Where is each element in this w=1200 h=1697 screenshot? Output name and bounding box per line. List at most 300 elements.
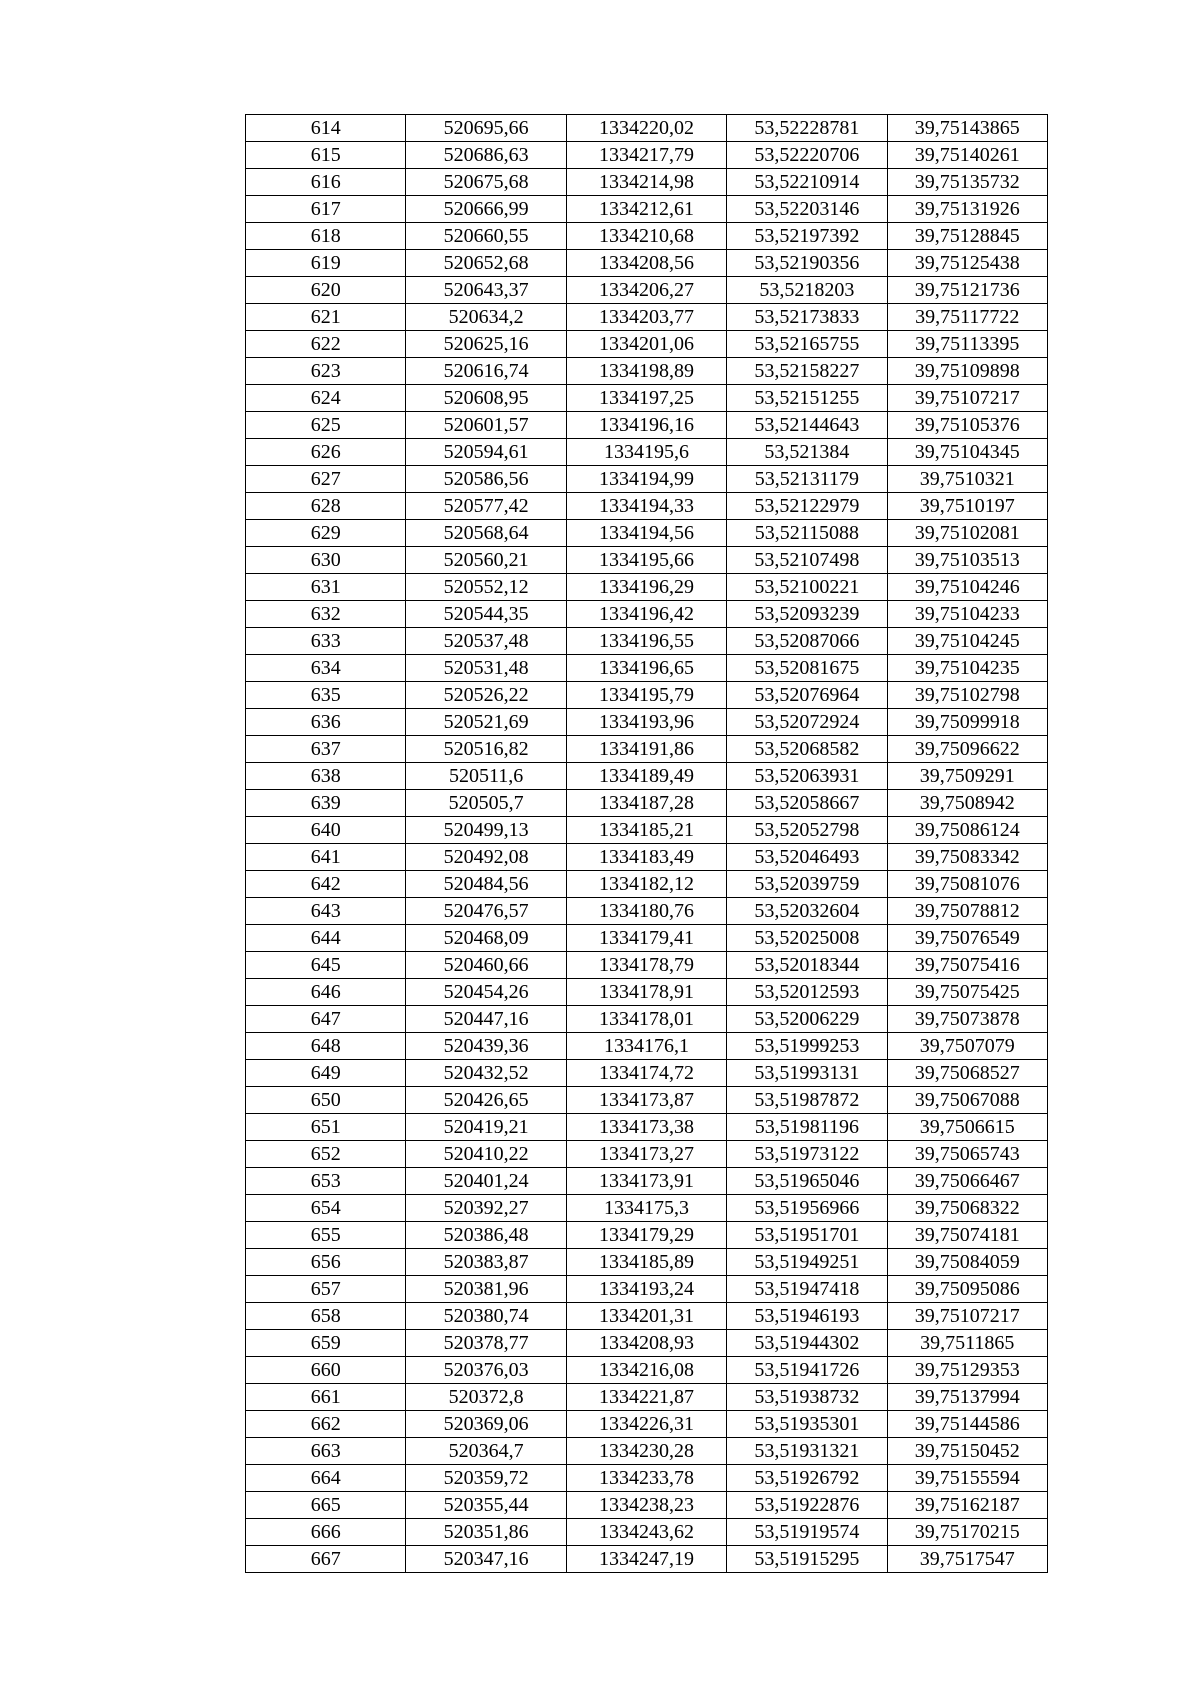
table-row [246, 1546, 1048, 1573]
x-coordinate-cell: 520695,66 [406, 115, 566, 142]
latitude-cell: 53,52151255 [727, 385, 887, 412]
longitude-cell: 39,75102798 [887, 682, 1047, 709]
point-number-cell: 621 [246, 304, 406, 331]
y-coordinate-cell: 1334195,79 [566, 682, 726, 709]
longitude-cell: 39,75083342 [887, 844, 1047, 871]
x-coordinate-cell: 520625,16 [406, 331, 566, 358]
x-coordinate-cell: 520355,44 [406, 1492, 566, 1519]
point-number-cell: 646 [246, 979, 406, 1006]
longitude-cell: 39,75086124 [887, 817, 1047, 844]
latitude-cell: 53,51951701 [727, 1222, 887, 1249]
latitude-cell: 53,51944302 [727, 1330, 887, 1357]
y-coordinate-cell: 1334196,29 [566, 574, 726, 601]
longitude-cell: 39,75121736 [887, 277, 1047, 304]
x-coordinate-cell: 520447,16 [406, 1006, 566, 1033]
table-row [246, 1087, 1048, 1114]
x-coordinate-cell: 520577,42 [406, 493, 566, 520]
latitude-cell: 53,51935301 [727, 1411, 887, 1438]
latitude-cell: 53,52100221 [727, 574, 887, 601]
table-row [246, 223, 1048, 250]
x-coordinate-cell: 520660,55 [406, 223, 566, 250]
x-coordinate-cell: 520552,12 [406, 574, 566, 601]
y-coordinate-cell: 1334178,79 [566, 952, 726, 979]
point-number-cell: 653 [246, 1168, 406, 1195]
table-row [246, 952, 1048, 979]
latitude-cell: 53,5218203 [727, 277, 887, 304]
point-number-cell: 644 [246, 925, 406, 952]
y-coordinate-cell: 1334178,91 [566, 979, 726, 1006]
x-coordinate-cell: 520460,66 [406, 952, 566, 979]
latitude-cell: 53,52203146 [727, 196, 887, 223]
point-number-cell: 645 [246, 952, 406, 979]
table-row [246, 1168, 1048, 1195]
table-row [246, 574, 1048, 601]
longitude-cell: 39,75099918 [887, 709, 1047, 736]
point-number-cell: 666 [246, 1519, 406, 1546]
point-number-cell: 660 [246, 1357, 406, 1384]
y-coordinate-cell: 1334217,79 [566, 142, 726, 169]
point-number-cell: 628 [246, 493, 406, 520]
x-coordinate-cell: 520608,95 [406, 385, 566, 412]
table-row [246, 115, 1048, 142]
latitude-cell: 53,51993131 [727, 1060, 887, 1087]
point-number-cell: 659 [246, 1330, 406, 1357]
point-number-cell: 641 [246, 844, 406, 871]
x-coordinate-cell: 520386,48 [406, 1222, 566, 1249]
y-coordinate-cell: 1334208,56 [566, 250, 726, 277]
x-coordinate-cell: 520369,06 [406, 1411, 566, 1438]
point-number-cell: 625 [246, 412, 406, 439]
table-row [246, 1438, 1048, 1465]
longitude-cell: 39,7507079 [887, 1033, 1047, 1060]
point-number-cell: 636 [246, 709, 406, 736]
point-number-cell: 654 [246, 1195, 406, 1222]
latitude-cell: 53,51922876 [727, 1492, 887, 1519]
y-coordinate-cell: 1334230,28 [566, 1438, 726, 1465]
table-row [246, 1249, 1048, 1276]
x-coordinate-cell: 520594,61 [406, 439, 566, 466]
table-row [246, 1033, 1048, 1060]
latitude-cell: 53,51946193 [727, 1303, 887, 1330]
latitude-cell: 53,51949251 [727, 1249, 887, 1276]
longitude-cell: 39,75102081 [887, 520, 1047, 547]
point-number-cell: 648 [246, 1033, 406, 1060]
latitude-cell: 53,52210914 [727, 169, 887, 196]
table-row [246, 1303, 1048, 1330]
y-coordinate-cell: 1334196,16 [566, 412, 726, 439]
point-number-cell: 651 [246, 1114, 406, 1141]
point-number-cell: 657 [246, 1276, 406, 1303]
y-coordinate-cell: 1334182,12 [566, 871, 726, 898]
x-coordinate-cell: 520526,22 [406, 682, 566, 709]
latitude-cell: 53,52122979 [727, 493, 887, 520]
longitude-cell: 39,75140261 [887, 142, 1047, 169]
y-coordinate-cell: 1334243,62 [566, 1519, 726, 1546]
table-row [246, 655, 1048, 682]
y-coordinate-cell: 1334191,86 [566, 736, 726, 763]
x-coordinate-cell: 520643,37 [406, 277, 566, 304]
longitude-cell: 39,75065743 [887, 1141, 1047, 1168]
point-number-cell: 665 [246, 1492, 406, 1519]
point-number-cell: 624 [246, 385, 406, 412]
x-coordinate-cell: 520372,8 [406, 1384, 566, 1411]
longitude-cell: 39,75103513 [887, 547, 1047, 574]
latitude-cell: 53,52165755 [727, 331, 887, 358]
x-coordinate-cell: 520544,35 [406, 601, 566, 628]
table-row [246, 547, 1048, 574]
point-number-cell: 650 [246, 1087, 406, 1114]
longitude-cell: 39,75074181 [887, 1222, 1047, 1249]
longitude-cell: 39,7506615 [887, 1114, 1047, 1141]
longitude-cell: 39,75104245 [887, 628, 1047, 655]
y-coordinate-cell: 1334185,89 [566, 1249, 726, 1276]
point-number-cell: 634 [246, 655, 406, 682]
longitude-cell: 39,75084059 [887, 1249, 1047, 1276]
y-coordinate-cell: 1334212,61 [566, 196, 726, 223]
x-coordinate-cell: 520381,96 [406, 1276, 566, 1303]
latitude-cell: 53,52032604 [727, 898, 887, 925]
table-row [246, 331, 1048, 358]
point-number-cell: 656 [246, 1249, 406, 1276]
table-row [246, 871, 1048, 898]
y-coordinate-cell: 1334180,76 [566, 898, 726, 925]
x-coordinate-cell: 520359,72 [406, 1465, 566, 1492]
y-coordinate-cell: 1334183,49 [566, 844, 726, 871]
latitude-cell: 53,52012593 [727, 979, 887, 1006]
point-number-cell: 649 [246, 1060, 406, 1087]
longitude-cell: 39,75143865 [887, 115, 1047, 142]
table-row [246, 1195, 1048, 1222]
point-number-cell: 631 [246, 574, 406, 601]
y-coordinate-cell: 1334226,31 [566, 1411, 726, 1438]
x-coordinate-cell: 520376,03 [406, 1357, 566, 1384]
latitude-cell: 53,51938732 [727, 1384, 887, 1411]
y-coordinate-cell: 1334233,78 [566, 1465, 726, 1492]
y-coordinate-cell: 1334196,65 [566, 655, 726, 682]
table-row [246, 493, 1048, 520]
table-row [246, 790, 1048, 817]
table-row [246, 1276, 1048, 1303]
x-coordinate-cell: 520454,26 [406, 979, 566, 1006]
longitude-cell: 39,75095086 [887, 1276, 1047, 1303]
table-row [246, 817, 1048, 844]
table-row [246, 682, 1048, 709]
longitude-cell: 39,75155594 [887, 1465, 1047, 1492]
y-coordinate-cell: 1334173,91 [566, 1168, 726, 1195]
y-coordinate-cell: 1334178,01 [566, 1006, 726, 1033]
point-number-cell: 616 [246, 169, 406, 196]
table-row [246, 1357, 1048, 1384]
y-coordinate-cell: 1334196,42 [566, 601, 726, 628]
latitude-cell: 53,51915295 [727, 1546, 887, 1573]
y-coordinate-cell: 1334193,24 [566, 1276, 726, 1303]
table-row [246, 142, 1048, 169]
point-number-cell: 647 [246, 1006, 406, 1033]
x-coordinate-cell: 520378,77 [406, 1330, 566, 1357]
latitude-cell: 53,52190356 [727, 250, 887, 277]
longitude-cell: 39,75107217 [887, 1303, 1047, 1330]
y-coordinate-cell: 1334194,33 [566, 493, 726, 520]
latitude-cell: 53,521384 [727, 439, 887, 466]
point-number-cell: 620 [246, 277, 406, 304]
y-coordinate-cell: 1334221,87 [566, 1384, 726, 1411]
x-coordinate-cell: 520432,52 [406, 1060, 566, 1087]
x-coordinate-cell: 520380,74 [406, 1303, 566, 1330]
point-number-cell: 633 [246, 628, 406, 655]
point-number-cell: 661 [246, 1384, 406, 1411]
latitude-cell: 53,51956966 [727, 1195, 887, 1222]
longitude-cell: 39,75104235 [887, 655, 1047, 682]
latitude-cell: 53,51947418 [727, 1276, 887, 1303]
table-row [246, 709, 1048, 736]
x-coordinate-cell: 520364,7 [406, 1438, 566, 1465]
point-number-cell: 655 [246, 1222, 406, 1249]
point-number-cell: 614 [246, 115, 406, 142]
longitude-cell: 39,75104246 [887, 574, 1047, 601]
y-coordinate-cell: 1334179,41 [566, 925, 726, 952]
x-coordinate-cell: 520383,87 [406, 1249, 566, 1276]
x-coordinate-cell: 520531,48 [406, 655, 566, 682]
table-row [246, 1384, 1048, 1411]
x-coordinate-cell: 520505,7 [406, 790, 566, 817]
table-row [246, 1411, 1048, 1438]
y-coordinate-cell: 1334238,23 [566, 1492, 726, 1519]
x-coordinate-cell: 520347,16 [406, 1546, 566, 1573]
point-number-cell: 642 [246, 871, 406, 898]
latitude-cell: 53,52039759 [727, 871, 887, 898]
latitude-cell: 53,52115088 [727, 520, 887, 547]
point-number-cell: 652 [246, 1141, 406, 1168]
longitude-cell: 39,75109898 [887, 358, 1047, 385]
y-coordinate-cell: 1334198,89 [566, 358, 726, 385]
table-row [246, 466, 1048, 493]
point-number-cell: 643 [246, 898, 406, 925]
longitude-cell: 39,75170215 [887, 1519, 1047, 1546]
latitude-cell: 53,52197392 [727, 223, 887, 250]
coordinates-table [245, 114, 1048, 1573]
y-coordinate-cell: 1334195,6 [566, 439, 726, 466]
latitude-cell: 53,52220706 [727, 142, 887, 169]
latitude-cell: 53,51987872 [727, 1087, 887, 1114]
table-row [246, 1519, 1048, 1546]
x-coordinate-cell: 520492,08 [406, 844, 566, 871]
latitude-cell: 53,51931321 [727, 1438, 887, 1465]
latitude-cell: 53,52076964 [727, 682, 887, 709]
x-coordinate-cell: 520675,68 [406, 169, 566, 196]
point-number-cell: 627 [246, 466, 406, 493]
table-row [246, 358, 1048, 385]
latitude-cell: 53,51999253 [727, 1033, 887, 1060]
latitude-cell: 53,52144643 [727, 412, 887, 439]
table-row [246, 196, 1048, 223]
longitude-cell: 39,7510197 [887, 493, 1047, 520]
table-row [246, 601, 1048, 628]
table-row [246, 844, 1048, 871]
latitude-cell: 53,52072924 [727, 709, 887, 736]
longitude-cell: 39,75066467 [887, 1168, 1047, 1195]
y-coordinate-cell: 1334201,31 [566, 1303, 726, 1330]
longitude-cell: 39,75162187 [887, 1492, 1047, 1519]
x-coordinate-cell: 520419,21 [406, 1114, 566, 1141]
x-coordinate-cell: 520516,82 [406, 736, 566, 763]
y-coordinate-cell: 1334214,98 [566, 169, 726, 196]
latitude-cell: 53,52158227 [727, 358, 887, 385]
latitude-cell: 53,52131179 [727, 466, 887, 493]
longitude-cell: 39,7517547 [887, 1546, 1047, 1573]
table-row [246, 1006, 1048, 1033]
longitude-cell: 39,75117722 [887, 304, 1047, 331]
longitude-cell: 39,75073878 [887, 1006, 1047, 1033]
longitude-cell: 39,75128845 [887, 223, 1047, 250]
y-coordinate-cell: 1334220,02 [566, 115, 726, 142]
x-coordinate-cell: 520410,22 [406, 1141, 566, 1168]
table-row [246, 169, 1048, 196]
longitude-cell: 39,75129353 [887, 1357, 1047, 1384]
latitude-cell: 53,51973122 [727, 1141, 887, 1168]
y-coordinate-cell: 1334173,87 [566, 1087, 726, 1114]
longitude-cell: 39,75067088 [887, 1087, 1047, 1114]
x-coordinate-cell: 520537,48 [406, 628, 566, 655]
latitude-cell: 53,52173833 [727, 304, 887, 331]
longitude-cell: 39,75105376 [887, 412, 1047, 439]
point-number-cell: 632 [246, 601, 406, 628]
longitude-cell: 39,75125438 [887, 250, 1047, 277]
longitude-cell: 39,75104233 [887, 601, 1047, 628]
point-number-cell: 626 [246, 439, 406, 466]
longitude-cell: 39,75076549 [887, 925, 1047, 952]
y-coordinate-cell: 1334179,29 [566, 1222, 726, 1249]
point-number-cell: 664 [246, 1465, 406, 1492]
point-number-cell: 617 [246, 196, 406, 223]
x-coordinate-cell: 520468,09 [406, 925, 566, 952]
table-row [246, 898, 1048, 925]
x-coordinate-cell: 520439,36 [406, 1033, 566, 1060]
x-coordinate-cell: 520392,27 [406, 1195, 566, 1222]
x-coordinate-cell: 520586,56 [406, 466, 566, 493]
x-coordinate-cell: 520351,86 [406, 1519, 566, 1546]
point-number-cell: 630 [246, 547, 406, 574]
latitude-cell: 53,52228781 [727, 115, 887, 142]
y-coordinate-cell: 1334189,49 [566, 763, 726, 790]
latitude-cell: 53,51965046 [727, 1168, 887, 1195]
latitude-cell: 53,52052798 [727, 817, 887, 844]
point-number-cell: 618 [246, 223, 406, 250]
table-row [246, 1141, 1048, 1168]
latitude-cell: 53,52081675 [727, 655, 887, 682]
point-number-cell: 615 [246, 142, 406, 169]
table-row [246, 250, 1048, 277]
table-row [246, 1492, 1048, 1519]
latitude-cell: 53,51926792 [727, 1465, 887, 1492]
y-coordinate-cell: 1334210,68 [566, 223, 726, 250]
longitude-cell: 39,75135732 [887, 169, 1047, 196]
x-coordinate-cell: 520666,99 [406, 196, 566, 223]
y-coordinate-cell: 1334174,72 [566, 1060, 726, 1087]
latitude-cell: 53,52093239 [727, 601, 887, 628]
table-row [246, 736, 1048, 763]
y-coordinate-cell: 1334187,28 [566, 790, 726, 817]
table-row [246, 628, 1048, 655]
y-coordinate-cell: 1334173,27 [566, 1141, 726, 1168]
table-row [246, 1222, 1048, 1249]
x-coordinate-cell: 520568,64 [406, 520, 566, 547]
longitude-cell: 39,7509291 [887, 763, 1047, 790]
point-number-cell: 658 [246, 1303, 406, 1330]
x-coordinate-cell: 520511,6 [406, 763, 566, 790]
y-coordinate-cell: 1334194,56 [566, 520, 726, 547]
latitude-cell: 53,52046493 [727, 844, 887, 871]
point-number-cell: 638 [246, 763, 406, 790]
x-coordinate-cell: 520634,2 [406, 304, 566, 331]
x-coordinate-cell: 520616,74 [406, 358, 566, 385]
y-coordinate-cell: 1334203,77 [566, 304, 726, 331]
coordinates-table-body [246, 115, 1048, 1573]
table-row [246, 385, 1048, 412]
longitude-cell: 39,75104345 [887, 439, 1047, 466]
longitude-cell: 39,75096622 [887, 736, 1047, 763]
longitude-cell: 39,7508942 [887, 790, 1047, 817]
longitude-cell: 39,7511865 [887, 1330, 1047, 1357]
longitude-cell: 39,75107217 [887, 385, 1047, 412]
point-number-cell: 622 [246, 331, 406, 358]
longitude-cell: 39,75131926 [887, 196, 1047, 223]
longitude-cell: 39,75075416 [887, 952, 1047, 979]
latitude-cell: 53,51941726 [727, 1357, 887, 1384]
table-row [246, 1060, 1048, 1087]
x-coordinate-cell: 520652,68 [406, 250, 566, 277]
latitude-cell: 53,51981196 [727, 1114, 887, 1141]
table-row [246, 304, 1048, 331]
longitude-cell: 39,75081076 [887, 871, 1047, 898]
point-number-cell: 637 [246, 736, 406, 763]
table-row [246, 439, 1048, 466]
y-coordinate-cell: 1334196,55 [566, 628, 726, 655]
table-row [246, 520, 1048, 547]
point-number-cell: 619 [246, 250, 406, 277]
longitude-cell: 39,75078812 [887, 898, 1047, 925]
latitude-cell: 53,51919574 [727, 1519, 887, 1546]
table-row [246, 1114, 1048, 1141]
longitude-cell: 39,75144586 [887, 1411, 1047, 1438]
x-coordinate-cell: 520560,21 [406, 547, 566, 574]
longitude-cell: 39,75137994 [887, 1384, 1047, 1411]
longitude-cell: 39,75113395 [887, 331, 1047, 358]
point-number-cell: 635 [246, 682, 406, 709]
table-row [246, 763, 1048, 790]
y-coordinate-cell: 1334208,93 [566, 1330, 726, 1357]
point-number-cell: 640 [246, 817, 406, 844]
longitude-cell: 39,75068527 [887, 1060, 1047, 1087]
x-coordinate-cell: 520601,57 [406, 412, 566, 439]
y-coordinate-cell: 1334175,3 [566, 1195, 726, 1222]
x-coordinate-cell: 520426,65 [406, 1087, 566, 1114]
longitude-cell: 39,7510321 [887, 466, 1047, 493]
latitude-cell: 53,52058667 [727, 790, 887, 817]
latitude-cell: 53,52018344 [727, 952, 887, 979]
latitude-cell: 53,52063931 [727, 763, 887, 790]
x-coordinate-cell: 520484,56 [406, 871, 566, 898]
point-number-cell: 667 [246, 1546, 406, 1573]
latitude-cell: 53,52068582 [727, 736, 887, 763]
y-coordinate-cell: 1334247,19 [566, 1546, 726, 1573]
y-coordinate-cell: 1334206,27 [566, 277, 726, 304]
latitude-cell: 53,52087066 [727, 628, 887, 655]
latitude-cell: 53,52006229 [727, 1006, 887, 1033]
y-coordinate-cell: 1334185,21 [566, 817, 726, 844]
x-coordinate-cell: 520686,63 [406, 142, 566, 169]
table-row [246, 412, 1048, 439]
x-coordinate-cell: 520401,24 [406, 1168, 566, 1195]
